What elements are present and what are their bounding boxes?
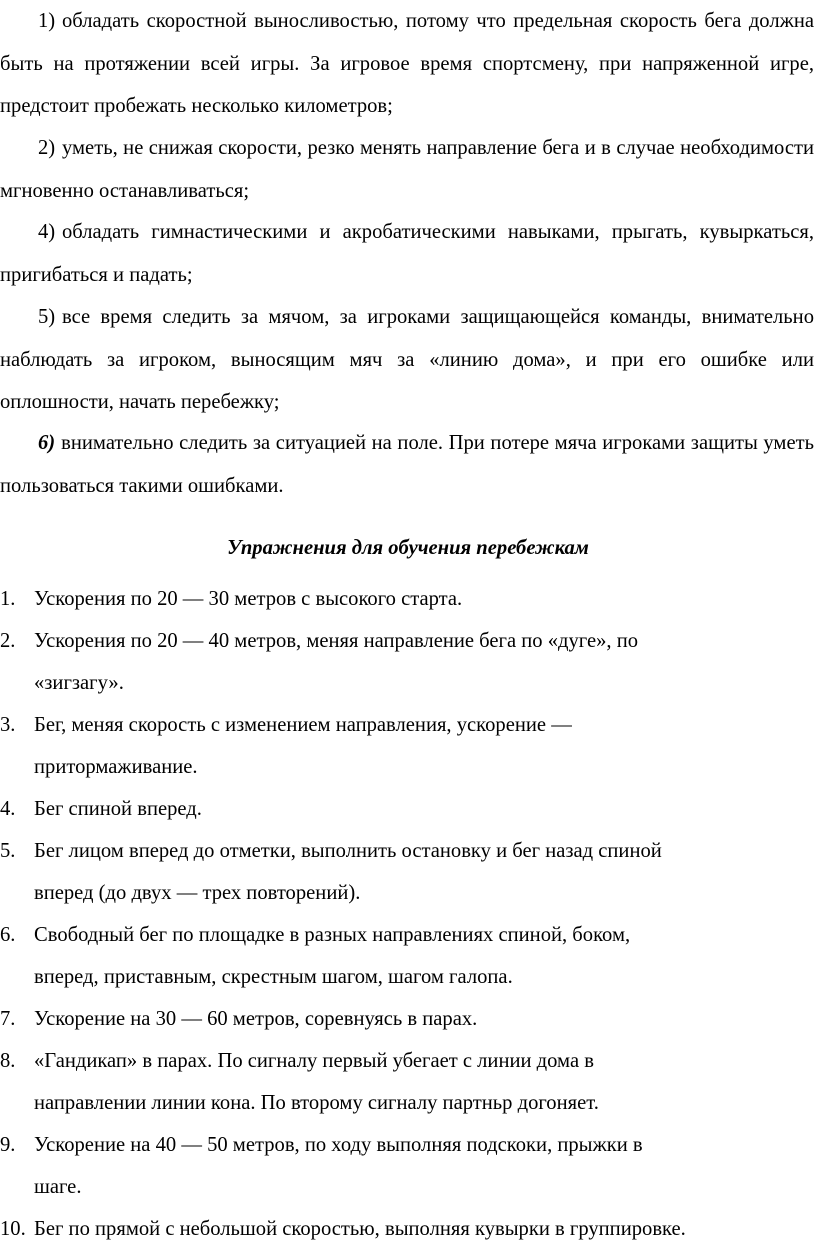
exercise-item bbox=[0, 788, 816, 830]
paragraph-text: обладать гимнастическими и акробатическими навыками, прыгать, кувыркаться, пригибаться и падать; bbox=[0, 221, 814, 286]
exercise-item bbox=[0, 830, 816, 914]
exercise-text-line: Свободный бег по площадке в разных направлениях спиной, боком, bbox=[34, 924, 631, 946]
paragraph-number: 6) bbox=[38, 432, 56, 454]
exercise-text-line: Ускорения по 20 — 40 метров, меняя направление бега по «дуге», по bbox=[34, 630, 639, 652]
exercise-number: 1. bbox=[0, 588, 16, 610]
exercise-text-line: Ускорение на 30 — 60 метров, соревнуясь в парах. bbox=[34, 1008, 478, 1030]
exercise-text-line: вперед (до двух — трех повторений). bbox=[34, 882, 361, 904]
exercise-text-line: Бег лицом вперед до отметки, выполнить остановку и бег назад спиной bbox=[34, 840, 662, 862]
exercise-text-line: «Гандикап» в парах. По сигналу первый убегает с линии дома в bbox=[34, 1050, 594, 1072]
paragraph-number: 2) bbox=[38, 137, 56, 159]
paragraph-number: 4) bbox=[38, 221, 56, 243]
exercise-number: 3. bbox=[0, 714, 16, 736]
exercise-number: 9. bbox=[0, 1134, 16, 1156]
exercise-text-line: вперед, приставным, скрестным шагом, шагом галопа. bbox=[34, 966, 513, 988]
exercise-item bbox=[0, 914, 816, 998]
exercise-text-line: Ускорения по 20 — 30 метров с высокого старта. bbox=[34, 588, 463, 610]
paragraph-5 bbox=[0, 422, 814, 507]
exercise-item bbox=[0, 704, 816, 788]
exercise-number: 10. bbox=[0, 1218, 26, 1240]
paragraph-text: все время следить за мячом, за игроками защищающейся команды, внимательно наблюдать за игроком, выносящим мяч за «линию дома», и при его ошибке или оплошности, начать перебежку; bbox=[0, 306, 814, 413]
paragraph-3 bbox=[0, 211, 814, 296]
exercise-item bbox=[0, 1208, 816, 1250]
exercise-number: 6. bbox=[0, 924, 16, 946]
exercise-item bbox=[0, 620, 816, 704]
paragraph-number: 5) bbox=[38, 306, 56, 328]
paragraph-4 bbox=[0, 296, 814, 424]
exercise-number: 7. bbox=[0, 1008, 16, 1030]
paragraph-number: 1) bbox=[38, 10, 56, 32]
exercise-item bbox=[0, 1040, 816, 1124]
exercise-item bbox=[0, 578, 816, 620]
exercise-number: 2. bbox=[0, 630, 16, 652]
exercise-text-line: Бег спиной вперед. bbox=[34, 798, 202, 820]
paragraph-2 bbox=[0, 127, 814, 212]
exercise-text-line: шаге. bbox=[34, 1176, 82, 1198]
exercise-number: 5. bbox=[0, 840, 16, 862]
paragraph-text: внимательно следить за ситуацией на поле. При потере мяча игроками защиты уметь пользоваться такими ошибками. bbox=[0, 432, 814, 497]
exercise-text-line: Бег по прямой с небольшой скоростью, выполняя кувырки в группировке. bbox=[34, 1218, 686, 1240]
exercise-text-line: притормаживание. bbox=[34, 756, 198, 778]
exercise-number: 4. bbox=[0, 798, 16, 820]
exercise-list bbox=[0, 578, 816, 1250]
exercise-item bbox=[0, 998, 816, 1040]
exercise-text-line: «зигзагу». bbox=[34, 672, 124, 694]
paragraph-text: уметь, не снижая скорости, резко менять направление бега и в случае необходимости мгновенно останавливаться; bbox=[0, 137, 814, 202]
section-heading: Упражнения для обучения перебежкам bbox=[227, 537, 589, 559]
exercise-item bbox=[0, 1124, 816, 1208]
exercise-text-line: Ускорение на 40 — 50 метров, по ходу выполняя подскоки, прыжки в bbox=[34, 1134, 643, 1156]
paragraph-1 bbox=[0, 0, 814, 128]
exercise-text-line: Бег, меняя скорость с изменением направления, ускорение — bbox=[34, 714, 572, 736]
paragraph-text: обладать скоростной выносливостью, потому что предельная скорость бега должна быть на протяжении всей игры. За игровое время спортсмену, при напряженной игре, предстоит пробежать несколько километров; bbox=[0, 10, 814, 117]
exercise-text-line: направлении линии кона. По второму сигналу партньр догоняет. bbox=[34, 1092, 599, 1114]
exercise-number: 8. bbox=[0, 1050, 16, 1072]
